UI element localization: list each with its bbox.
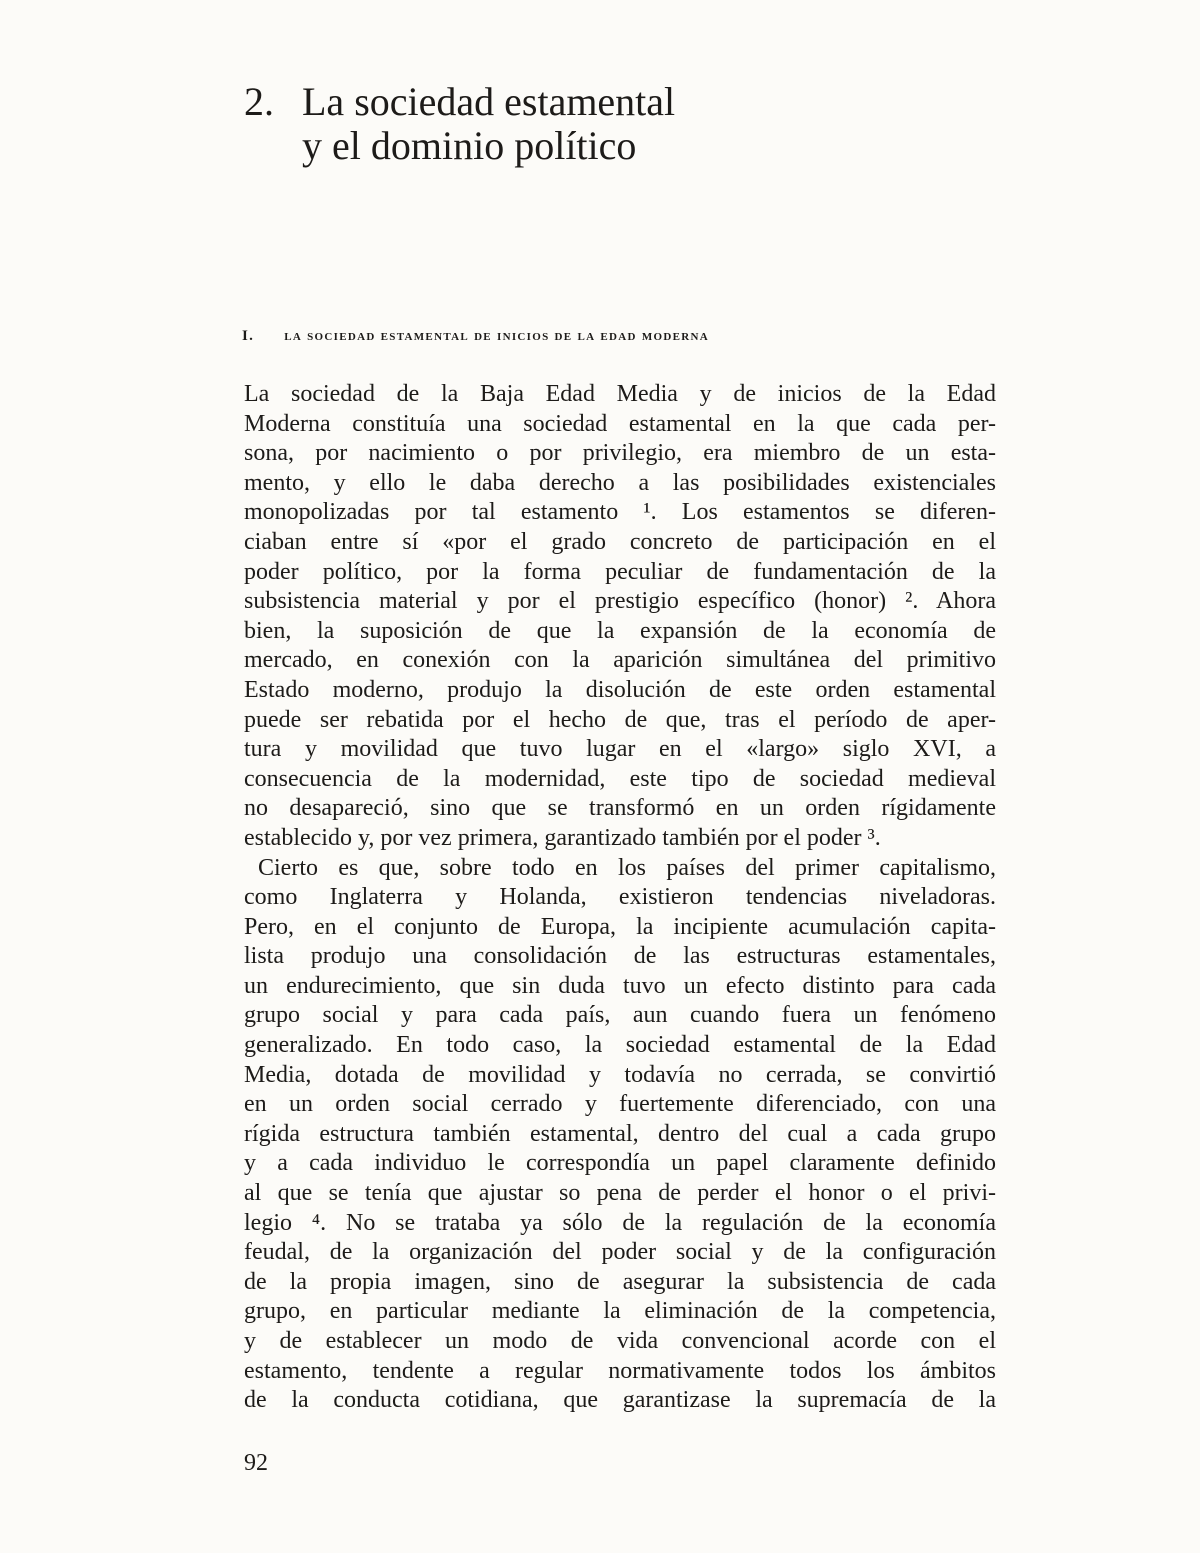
text-line: feudal, de la organización del poder social y de la configuración — [244, 1239, 996, 1266]
body-text — [244, 380, 996, 1416]
section-heading — [242, 328, 994, 345]
text-line: Media, dotada de movilidad y todavía no cerrada, se convirtió — [244, 1061, 996, 1088]
text-line: La sociedad de la Baja Edad Media y de inicios de la Edad — [244, 381, 996, 407]
text-line: generalizado. En todo caso, la sociedad estamental de la Edad — [244, 1032, 996, 1059]
text-line: de la conducta cotidiana, que garantizase la supremacía de la — [244, 1387, 996, 1414]
section-title: la sociedad estamental de inicios de la edad moderna — [284, 328, 709, 344]
text-line: como Inglaterra y Holanda, existieron tendencias niveladoras. — [244, 884, 996, 911]
text-line: grupo social y para cada país, aun cuando fuera un fenómeno — [244, 1002, 996, 1029]
chapter-title-line-1: La sociedad estamental — [302, 79, 676, 124]
text-line: mento, y ello le daba derecho a las posibilidades existenciales — [244, 469, 996, 496]
text-line: mercado, en conexión con la aparición simultánea del primitivo — [244, 647, 996, 674]
chapter-title-line-2: y el dominio político — [302, 123, 637, 168]
text-line: y a cada individuo le correspondía un papel claramente definido — [244, 1150, 996, 1177]
text-line: no desapareció, sino que se transformó en un orden rígidamente — [244, 795, 996, 822]
text-line: consecuencia de la modernidad, este tipo de sociedad medieval — [244, 765, 996, 792]
text-line: al que se tenía que ajustar so pena de perder el honor o el privi- — [244, 1180, 996, 1207]
text-line: tura y movilidad que tuvo lugar en el «largo» siglo XVI, a — [244, 736, 996, 763]
text-line: subsistencia material y por el prestigio específico (honor) ². Ahora — [244, 588, 996, 615]
text-line: legio ⁴. No se trataba ya sólo de la regulación de la economía — [244, 1209, 996, 1236]
text-line: puede ser rebatida por el hecho de que, tras el período de aper- — [244, 706, 996, 733]
text-line: Pero, en el conjunto de Europa, la incipiente acumulación capita- — [244, 913, 996, 940]
text-line: poder político, por la forma peculiar de fundamentación de la — [244, 558, 996, 585]
text-line: ciaban entre sí «por el grado concreto de participación en el — [244, 528, 996, 555]
text-line: establecido y, por vez primera, garantizado también por el poder ³. — [244, 824, 881, 851]
text-line: bien, la suposición de que la expansión de la economía de — [244, 617, 996, 644]
text-line: de la propia imagen, sino de asegurar la subsistencia de cada — [244, 1268, 996, 1295]
text-line: rígida estructura también estamental, dentro del cual a cada grupo — [244, 1120, 996, 1147]
text-line: en un orden social cerrado y fuertemente diferenciado, con una — [244, 1091, 996, 1118]
text-line: monopolizadas por tal estamento ¹. Los estamentos se diferen- — [244, 499, 996, 526]
text-line: estamento, tendente a regular normativamente todos los ámbitos — [244, 1357, 996, 1384]
text-line: lista produjo una consolidación de las estructuras estamentales, — [244, 943, 996, 970]
text-line: sona, por nacimiento o por privilegio, era miembro de un esta- — [244, 440, 996, 467]
page-number: 92 — [244, 1450, 268, 1476]
text-line: Estado moderno, produjo la disolución de este orden estamental — [244, 676, 996, 703]
text-line: Moderna constituía una sociedad estamental en la que cada per- — [244, 410, 996, 437]
text-line: Cierto es que, sobre todo en los países del primer capitalismo, — [258, 854, 996, 881]
chapter-number: 2. — [244, 79, 274, 124]
text-line: grupo, en particular mediante la eliminación de la competencia, — [244, 1298, 996, 1325]
chapter-heading — [244, 80, 675, 168]
text-line: y de establecer un modo de vida convencional acorde con el — [244, 1328, 996, 1354]
text-line: un endurecimiento, que sin duda tuvo un efecto distinto para cada — [244, 972, 996, 999]
section-number: I. — [242, 328, 255, 344]
